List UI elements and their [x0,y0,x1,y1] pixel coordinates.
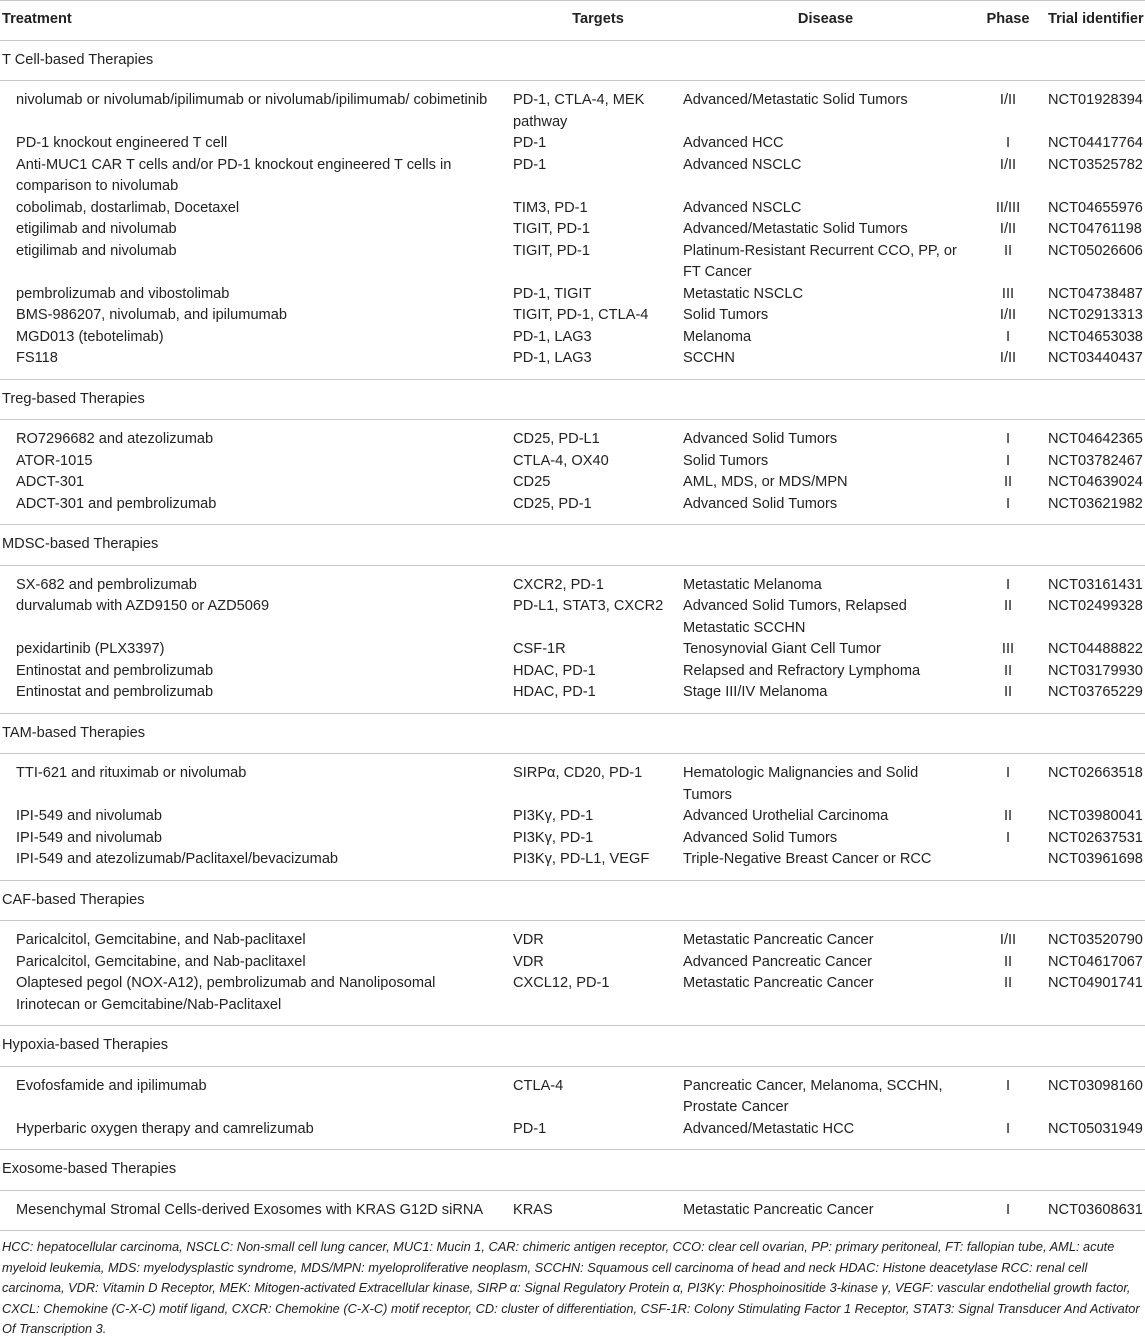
table-row [0,952,1145,974]
section-title: Exosome-based Therapies [0,1150,1145,1191]
table-body [0,40,1145,1230]
cell-treatment: IPI-549 and nivolumab [16,829,163,846]
cell-phase: I [1005,135,1011,151]
cell-phase: I [1005,1077,1011,1094]
cell-phase: I [1005,829,1011,846]
cell-targets: CTLA-4, OX40 [513,452,609,469]
table-row [0,661,1145,683]
cell-treatment: etigilimab and nivolumab [16,221,177,237]
table-row [0,1066,1145,1119]
cell-phase: I [1005,1201,1011,1218]
table-row [0,81,1145,134]
cell-treatment: FS118 [16,350,58,366]
cell-trial-identifier: NCT04655976 [1048,199,1143,216]
cell-disease: Platinum-Resistant Recurrent CCO, PP, or FT Cancer [683,242,957,280]
cell-disease: Advanced NSCLC [683,199,802,216]
header-trial-identifier: Trial identifier [1048,1,1145,41]
cell-disease: Tenosynovial Giant Cell Tumor [683,641,881,657]
table-row [0,682,1145,713]
table-row [0,472,1145,494]
cell-disease: Metastatic Pancreatic Cancer [683,932,874,948]
cell-phase: I [1005,431,1011,447]
cell-phase: II [1003,242,1013,259]
cell-disease: Metastatic Pancreatic Cancer [683,975,874,991]
cell-treatment: Evofosfamide and ipilimumab [16,1077,207,1094]
cell-disease: Triple-Negative Breast Cancer or RCC [683,851,932,867]
cell-trial-identifier: NCT01928394 [1048,92,1143,108]
cell-disease: Advanced Pancreatic Cancer [683,953,873,970]
section-title: MDSC-based Therapies [0,525,1145,566]
cell-trial-identifier: NCT04653038 [1048,328,1143,345]
table-row [0,806,1145,828]
table-row [0,198,1145,220]
cell-phase: I [1005,765,1011,781]
cell-targets: CSF-1R [513,641,566,657]
table-row [0,1190,1145,1230]
cell-treatment: Paricalcitol, Gemcitabine, and Nab-paclitaxel [16,953,306,970]
cell-phase: II [1003,975,1013,991]
cell-trial-identifier: NCT04761198 [1048,221,1142,237]
cell-phase: I/II [999,307,1017,323]
cell-disease: Advanced Solid Tumors [683,431,838,447]
cell-trial-identifier: NCT03765229 [1048,684,1143,700]
cell-phase: II [1003,808,1013,824]
cell-trial-identifier: NCT03098160 [1048,1077,1143,1094]
cell-treatment: ATOR-1015 [16,452,93,469]
cell-targets: PD-1, LAG3 [513,328,592,345]
cell-treatment: etigilimab and nivolumab [16,242,177,259]
table-row [0,1119,1145,1150]
cell-treatment: Paricalcitol, Gemcitabine, and Nab-paclitaxel [16,932,306,948]
cell-treatment: Hyperbaric oxygen therapy and camrelizumab [16,1120,314,1137]
cell-treatment: PD-1 knockout engineered T cell [16,135,228,151]
cell-disease: Advanced Solid Tumors [683,495,838,512]
cell-phase: I/II [999,221,1017,237]
cell-targets: CXCL12, PD-1 [513,975,610,991]
cell-treatment: pexidartinib (PLX3397) [16,641,165,657]
header-treatment: Treatment [0,1,513,41]
cell-trial-identifier: NCT03961698 [1048,851,1143,867]
table-row [0,828,1145,850]
table-footnote: HCC: hepatocellular carcinoma, NSCLC: Non-small cell lung cancer, MUC1: Mucin 1, CAR: chimeric antigen receptor, CCO: clear cell ovarian, PP: primary peritoneal, FT: fallopian tube, AML: acute myeloid leukemia, MDS: myelodysplastic syndrome, MDS/MPN: myeloproliferative neoplasm, SCCHN: Squamous cell carcinoma of head and neck HDAC: Histone deacetylase RCC: renal cell carcinoma, VDR: Vitamin D Receptor, MEK: Mitogen-activated Extracellular kinase, SIRP α: Signal Regulatory Protein α, PI3Kγ: Phosphoinositide 3-kinase γ, VEGF: vascular endothelial growth factor, CXCL: Chemokine (C-X-C) motif ligand, CXCR: Chemokine (C-X-C) motif receptor, CD: cluster of differentiation, CSF-1R: Colony Stimulating Factor 1 Receptor, STAT3: Signal Transducer And Activator Of Transcription 3. [0,1230,1145,1340]
cell-disease: Advanced NSCLC [683,156,802,173]
cell-targets: TIM3, PD-1 [513,199,588,216]
header-disease: Disease [683,1,968,41]
cell-treatment: BMS-986207, nivolumab, and ipilumumab [16,307,287,323]
table-row [0,305,1145,327]
cell-targets: TIGIT, PD-1, CTLA-4 [513,307,649,323]
cell-phase: I [1005,576,1011,593]
cell-disease: Solid Tumors [683,452,769,469]
table-row [0,133,1145,155]
cell-targets: TIGIT, PD-1 [513,221,591,237]
cell-targets: CTLA-4 [513,1077,564,1094]
cell-trial-identifier: NCT02637531 [1048,829,1143,846]
table-row [0,494,1145,525]
cell-disease: Advanced Urothelial Carcinoma [683,808,889,824]
section-row [0,880,1145,921]
cell-targets: PD-1 [513,1120,547,1137]
section-row [0,1150,1145,1191]
cell-disease: Metastatic Pancreatic Cancer [683,1201,874,1218]
cell-disease: Pancreatic Cancer, Melanoma, SCCHN, Prostate Cancer [683,1077,943,1115]
cell-targets: VDR [513,953,544,970]
cell-treatment: MGD013 (tebotelimab) [16,328,164,345]
cell-targets: PI3Kγ, PD-1 [513,808,594,824]
cell-trial-identifier: NCT03440437 [1048,350,1143,366]
header-row [0,1,1145,41]
table-row [0,973,1145,1026]
cell-disease: Advanced/Metastatic Solid Tumors [683,92,908,108]
cell-trial-identifier: NCT02499328 [1048,598,1143,614]
cell-treatment: Anti-MUC1 CAR T cells and/or PD-1 knockout engineered T cells in comparison to nivolumab [16,156,452,194]
section-title: TAM-based Therapies [0,713,1145,754]
cell-targets: PD-L1, STAT3, CXCR2 [513,598,664,614]
cell-phase: I/II [999,350,1017,366]
table-row [0,849,1145,880]
cell-phase: II/III [995,199,1021,216]
cell-trial-identifier: NCT04738487 [1048,285,1143,302]
cell-treatment: IPI-549 and nivolumab [16,808,163,824]
section-title: CAF-based Therapies [0,880,1145,921]
cell-trial-identifier: NCT03980041 [1048,808,1143,824]
table-row [0,596,1145,639]
cell-treatment: TTI-621 and rituximab or nivolumab [16,765,247,781]
cell-treatment: Entinostat and pembrolizumab [16,684,214,700]
cell-targets: PD-1, LAG3 [513,350,592,366]
section-title: Treg-based Therapies [0,379,1145,420]
cell-targets: HDAC, PD-1 [513,684,596,700]
cell-treatment: ADCT-301 [16,474,85,490]
cell-trial-identifier: NCT02913313 [1048,307,1143,323]
section-title: T Cell-based Therapies [0,40,1145,81]
cell-phase: II [1003,598,1013,614]
cell-treatment: Entinostat and pembrolizumab [16,662,214,679]
section-row [0,1026,1145,1067]
cell-disease: Solid Tumors [683,307,769,323]
cell-targets: CXCR2, PD-1 [513,576,604,593]
cell-treatment: SX-682 and pembrolizumab [16,576,197,593]
cell-disease: Hematologic Malignancies and Solid Tumors [683,765,919,803]
cell-disease: SCCHN [683,350,735,366]
cell-treatment: ADCT-301 and pembrolizumab [16,495,217,512]
section-title: Hypoxia-based Therapies [0,1026,1145,1067]
table-row [0,420,1145,451]
cell-trial-identifier: NCT03179930 [1048,662,1143,679]
cell-treatment: durvalumab with AZD9150 or AZD5069 [16,598,270,614]
cell-treatment: cobolimab, dostarlimab, Docetaxel [16,199,240,216]
table-row [0,327,1145,349]
cell-disease: Stage III/IV Melanoma [683,684,828,700]
cell-targets: TIGIT, PD-1 [513,242,591,259]
cell-phase: I [1005,328,1011,345]
table-row [0,451,1145,473]
table-row [0,241,1145,284]
cell-disease: Relapsed and Refractory Lymphoma [683,662,921,679]
cell-disease: Advanced Solid Tumors [683,829,838,846]
cell-treatment: pembrolizumab and vibostolimab [16,285,230,302]
cell-phase: I/II [999,932,1017,948]
cell-targets: PD-1, CTLA-4, MEK pathway [513,92,645,130]
table-row [0,284,1145,306]
cell-targets: KRAS [513,1201,553,1218]
cell-disease: Advanced Solid Tumors, Relapsed Metastatic SCCHN [683,598,907,636]
cell-trial-identifier: NCT05031949 [1048,1120,1143,1137]
cell-phase: I/II [999,156,1017,173]
table-row [0,155,1145,198]
cell-targets: PD-1 [513,156,547,173]
cell-treatment: RO7296682 and atezolizumab [16,431,214,447]
cell-disease: Advanced HCC [683,135,784,151]
cell-trial-identifier: NCT03161431 [1048,576,1143,593]
cell-disease: AML, MDS, or MDS/MPN [683,474,848,490]
cell-disease: Advanced/Metastatic HCC [683,1120,855,1137]
cell-disease: Metastatic NSCLC [683,285,804,302]
cell-targets: HDAC, PD-1 [513,662,596,679]
section-row [0,525,1145,566]
cell-trial-identifier: NCT03525782 [1048,156,1143,173]
cell-phase [968,849,1048,880]
cell-trial-identifier: NCT04488822 [1048,641,1143,657]
section-row [0,379,1145,420]
cell-trial-identifier: NCT04639024 [1048,474,1143,490]
table-row [0,639,1145,661]
cell-treatment: Mesenchymal Stromal Cells-derived Exosomes with KRAS G12D siRNA [16,1201,484,1218]
cell-phase: III [1001,641,1015,657]
cell-targets: VDR [513,932,544,948]
cell-trial-identifier: NCT03782467 [1048,452,1143,469]
cell-treatment: IPI-549 and atezolizumab/Paclitaxel/bevacizumab [16,851,339,867]
cell-phase: II [1003,662,1013,679]
cell-trial-identifier: NCT05026606 [1048,242,1143,259]
header-phase: Phase [968,1,1048,41]
cell-trial-identifier: NCT03621982 [1048,495,1143,512]
cell-phase: I/II [999,92,1017,108]
cell-trial-identifier: NCT03520790 [1048,932,1143,948]
cell-targets: CD25 [513,474,551,490]
cell-treatment: Olaptesed pegol (NOX-A12), pembrolizumab and Nanoliposomal Irinotecan or Gemcitabine/Nab-Paclitaxel [16,975,436,1013]
section-row [0,713,1145,754]
cell-targets: CD25, PD-L1 [513,431,600,447]
table-row [0,921,1145,952]
cell-trial-identifier: NCT04642365 [1048,431,1143,447]
cell-trial-identifier: NCT02663518 [1048,765,1143,781]
cell-targets: PI3Kγ, PD-1 [513,829,594,846]
cell-disease: Advanced/Metastatic Solid Tumors [683,221,908,237]
cell-treatment: nivolumab or nivolumab/ipilimumab or nivolumab/ipilimumab/ cobimetinib [16,92,488,108]
section-row [0,40,1145,81]
cell-phase: I [1005,495,1011,512]
cell-phase: II [1003,474,1013,490]
cell-trial-identifier: NCT04617067 [1048,953,1143,970]
header-targets: Targets [513,1,683,41]
cell-targets: PD-1, TIGIT [513,285,592,302]
cell-trial-identifier: NCT04417764 [1048,135,1143,151]
cell-phase: II [1003,684,1013,700]
cell-disease: Metastatic Melanoma [683,576,822,593]
cell-targets: CD25, PD-1 [513,495,592,512]
cell-phase: III [1001,285,1015,302]
cell-disease: Melanoma [683,328,752,345]
table-row [0,219,1145,241]
cell-targets: PI3Kγ, PD-L1, VEGF [513,851,650,867]
cell-phase: I [1005,1120,1011,1137]
cell-targets: PD-1 [513,135,547,151]
table-row [0,754,1145,807]
cell-phase: I [1005,452,1011,469]
table-row [0,348,1145,379]
table-row [0,565,1145,596]
cell-trial-identifier: NCT03608631 [1048,1201,1143,1218]
cell-targets: SIRPα, CD20, PD-1 [513,765,643,781]
cell-phase: II [1003,953,1013,970]
cell-trial-identifier: NCT04901741 [1048,975,1143,991]
